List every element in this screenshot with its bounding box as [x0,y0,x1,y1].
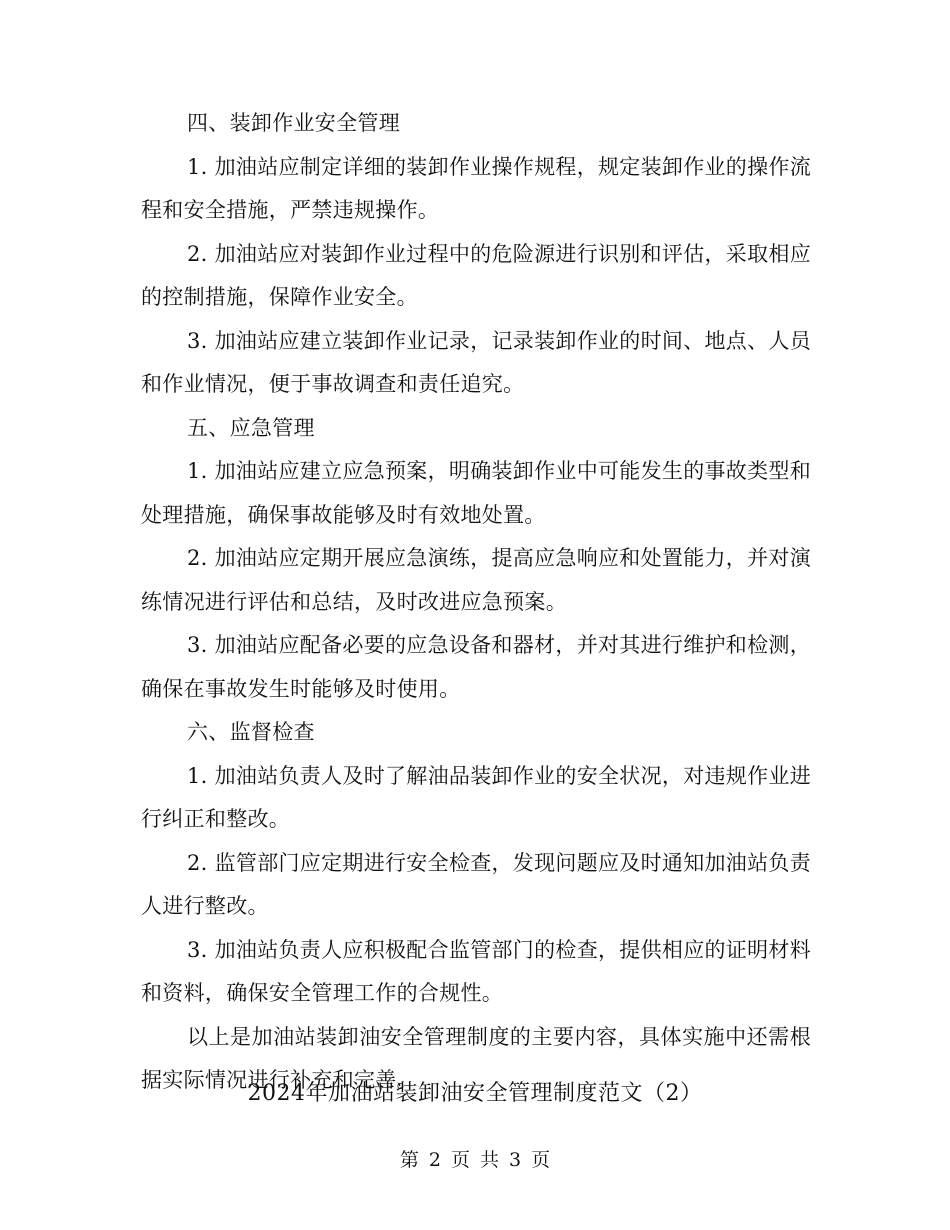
section-item: 2. 加油站应对装卸作业过程中的危险源进行识别和评估，采取相应的控制措施，保障作业安全。 [141,241,812,309]
section-item: 3. 加油站应配备必要的应急设备和器材，并对其进行维护和检测，确保在事故发生时能够及时使用。 [141,633,812,701]
section-heading: 六、监督检查 [187,720,315,744]
section-item: 2. 加油站应定期开展应急演练，提高应急响应和处置能力，并对演练情况进行评估和总结，及时改进应急预案。 [141,546,812,614]
document-body [141,102,811,1103]
closing-paragraph: 以上是加油站装卸油安全管理制度的主要内容，具体实施中还需根据实际情况进行补充和完善。 [141,1024,811,1092]
section-item: 3. 加油站负责人应积极配合监管部门的检查，提供相应的证明材料和资料，确保安全管理工作的合规性。 [141,937,812,1005]
section-heading: 四、装卸作业安全管理 [187,111,400,135]
section-item: 1. 加油站负责人及时了解油品装卸作业的安全状况，对违规作业进行纠正和整改。 [141,763,812,831]
page-footer: 第 2 页 共 3 页 [399,1149,551,1171]
section-item: 1. 加油站应制定详细的装卸作业操作规程，规定装卸作业的操作流程和安全措施，严禁违规操作。 [141,154,812,222]
next-document-title: 2024年加油站装卸油安全管理制度范文（2） [247,1081,703,1106]
section-item: 2. 监管部门应定期进行安全检查，发现问题应及时通知加油站负责人进行整改。 [141,850,812,918]
section-item: 1. 加油站应建立应急预案，明确装卸作业中可能发生的事故类型和处理措施，确保事故能够及时有效地处置。 [141,459,812,527]
section-heading: 五、应急管理 [187,415,315,440]
section-item: 3. 加油站应建立装卸作业记录，记录装卸作业的时间、地点、人员和作业情况，便于事故调查和责任追究。 [141,328,812,396]
